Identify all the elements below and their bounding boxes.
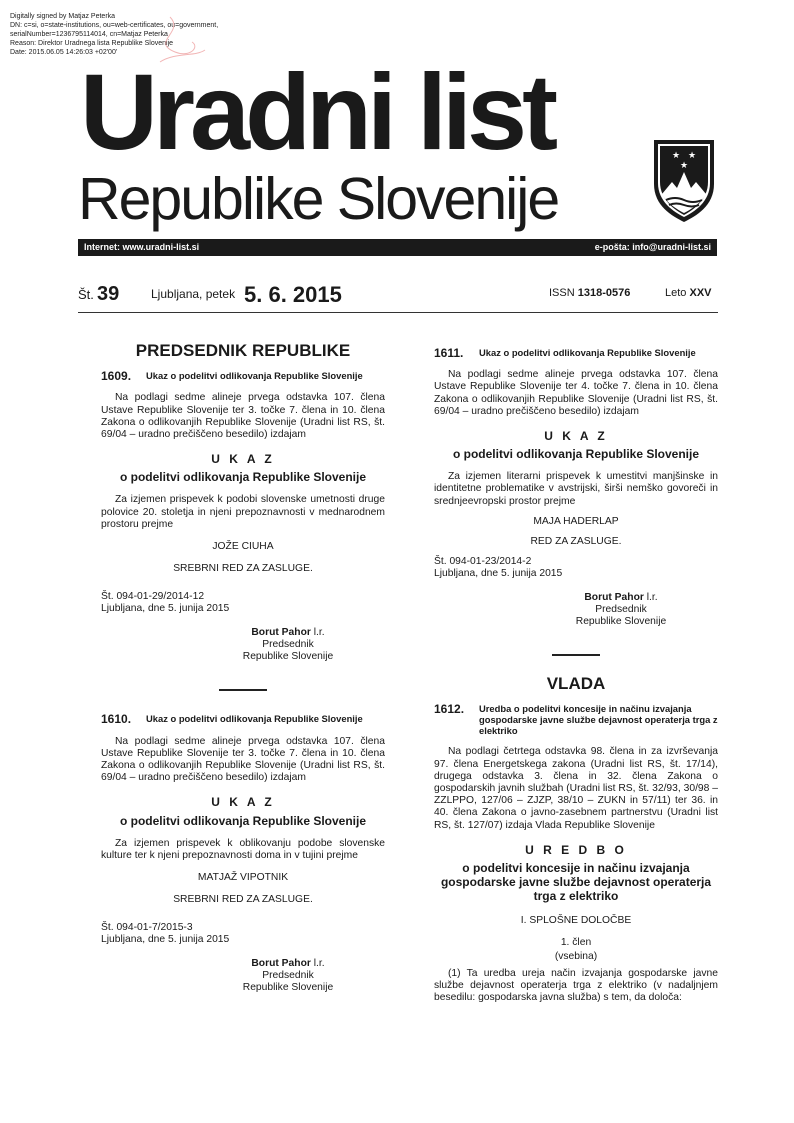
award-name: RED ZA ZASLUGE. bbox=[530, 536, 622, 548]
act-title: Ukaz o podelitvi odlikovanja Republike Slovenije bbox=[146, 713, 363, 725]
masthead-bar bbox=[78, 239, 717, 256]
act-preamble: Na podlagi sedme alineje prvega odstavka 107. člena Ustave Republike Slovenije ter 3. točke 7. člena in 10. člena Zakona o odlikovanjih Republike Slovenije (Uradni list RS, št. 69/04 – uradno prečiščeno besedilo) izdajam bbox=[101, 735, 385, 784]
issue-city-day: Ljubljana, petek bbox=[151, 287, 236, 301]
issn-value: 1318-0576 bbox=[577, 287, 631, 299]
signer-name: Borut Pahor bbox=[251, 627, 311, 639]
signer-lr: l.r. bbox=[313, 627, 325, 639]
volume bbox=[665, 287, 712, 299]
signer-title: Predsednik bbox=[262, 639, 314, 651]
act-number: 1611. bbox=[434, 346, 464, 360]
reference-number: Št. 094-01-23/2014-2 bbox=[434, 556, 532, 568]
award-reason: Za izjemen prispevek k oblikovanju podobe slovenske kulture ter k njeni prepoznavnosti doma in v tujini prejme bbox=[101, 837, 385, 861]
issue-line bbox=[78, 283, 718, 309]
act-number: 1609. bbox=[101, 369, 132, 384]
signer-name: Borut Pahor bbox=[251, 958, 311, 970]
article-text: (1) Ta uredba ureja način izvajanja gospodarske javne službe dejavnost operaterja trga z elektriko (v nadaljnjem besedilu: gospodarska javna služba) s tem, da določa: bbox=[434, 967, 718, 1004]
act-title: Ukaz o podelitvi odlikovanja Republike Slovenije bbox=[479, 347, 696, 358]
place-date: Ljubljana, dne 5. junija 2015 bbox=[434, 568, 563, 580]
signature-line: Digitally signed by Matjaz Peterka bbox=[10, 13, 116, 20]
svg-text:★: ★ bbox=[688, 151, 697, 161]
reference-block bbox=[101, 922, 385, 946]
separator bbox=[219, 689, 267, 691]
left-column bbox=[101, 341, 385, 1002]
reference-number: Št. 094-01-7/2015-3 bbox=[101, 922, 193, 934]
issue-number: 39 bbox=[97, 283, 120, 305]
regulation-label: U R E D B O bbox=[525, 842, 627, 857]
section-heading: VLADA bbox=[546, 674, 606, 694]
signer-org: Republike Slovenije bbox=[242, 982, 334, 994]
act-number: 1612. bbox=[434, 702, 465, 717]
svg-text:★: ★ bbox=[672, 151, 681, 161]
decree-label: U K A Z bbox=[211, 452, 275, 467]
right-column bbox=[434, 347, 718, 1004]
signer-block bbox=[228, 958, 348, 994]
signer-org: Republike Slovenije bbox=[575, 616, 667, 628]
recipient: MATJAŽ VIPOTNIK bbox=[197, 872, 289, 884]
svg-text:★: ★ bbox=[680, 161, 689, 171]
award-reason: Za izjemen prispevek k podobi slovenske umetnosti druge polovice 20. stoletja in njeni prepoznavnosti v mednarodnem prostoru prejme bbox=[101, 494, 385, 530]
act-preamble: Na podlagi četrtega odstavka 98. člena in za izvrševanja 97. člena Energetskega zakona (Uradni list RS, št. 17/14), drugega odstavka 3. člena in 32. člena Zakona o gospodarskih javnih službah (Uradni list RS, št. 32/93, 30/98 – ZZLPPO, 127/06 – ZJZP, 38/10 – ZUKN in 57/11) ter 36. in 40. člena Zakona o javno-zasebnem partnerstvu (Uradni list RS, št. 127/07) izdaja Vlada Republike Slovenije bbox=[434, 746, 718, 831]
coat-of-arms-icon bbox=[650, 136, 718, 224]
signer-lr: l.r. bbox=[646, 592, 658, 604]
decree-heading: o podelitvi odlikovanja Republike Slovenije bbox=[119, 470, 367, 485]
header-divider bbox=[78, 312, 718, 313]
chapter-heading: I. SPLOŠNE DOLOČBE bbox=[520, 915, 632, 927]
award-reason: Za izjemen literarni prispevek k umestitvi manjšinske in identitetne problematike v avstrijski, širši nemško govoreči in srednjeevropski prostor prejme bbox=[434, 471, 718, 507]
separator bbox=[552, 654, 600, 656]
signer-block bbox=[561, 592, 681, 628]
act-preamble: Na podlagi sedme alineje prvega odstavka 107. člena Ustave Republike Slovenije ter 3. točke 7. člena in 10. člena Zakona o odlikovanjih Republike Slovenije (Uradni list RS, št. 69/04 – uradno prečiščeno besedilo) izdajam bbox=[101, 392, 385, 441]
issn-label: ISSN bbox=[549, 287, 575, 299]
signer-org: Republike Slovenije bbox=[242, 651, 334, 663]
masthead-title: Uradni list bbox=[80, 51, 554, 172]
section-heading: PREDSEDNIK REPUBLIKE bbox=[135, 341, 351, 360]
signature-line: DN: c=si, o=state-institutions, ou=web-certificates, ou=government, bbox=[10, 22, 219, 29]
act-title: Ukaz o podelitvi odlikovanja Republike Slovenije bbox=[146, 370, 363, 382]
signer-title: Predsednik bbox=[262, 970, 314, 982]
decree-label: U K A Z bbox=[211, 795, 275, 810]
article-number: 1. člen bbox=[560, 937, 592, 949]
act-title: Uredba o podelitvi koncesije in načinu izvajanja gospodarske javne službe dejavnost operaterja trga z elektriko bbox=[479, 703, 718, 737]
act-header bbox=[101, 370, 385, 382]
article-title: (vsebina) bbox=[554, 951, 598, 963]
issue-number-label: Št. bbox=[78, 287, 94, 302]
act-preamble: Na podlagi sedme alineje prvega odstavka 107. člena Ustave Republike Slovenije ter 4. točke 7. člena in 10. člena Zakona o odlikovanjih Republike Slovenije (Uradni list RS, št. 69/04 – uradno prečiščeno besedilo) izdajam bbox=[434, 369, 718, 417]
signer-name: Borut Pahor bbox=[584, 592, 644, 604]
masthead-subtitle: Republike Slovenije bbox=[78, 166, 559, 232]
recipient: JOŽE CIUHA bbox=[212, 541, 274, 553]
email-link[interactable]: e-pošta: info@uradni-list.si bbox=[594, 242, 711, 252]
act-header bbox=[434, 703, 718, 736]
signature-line: serialNumber=1236795114014, cn=Matjaz Peterka bbox=[10, 31, 168, 38]
place-date: Ljubljana, dne 5. junija 2015 bbox=[101, 603, 230, 615]
decree-label: U K A Z bbox=[544, 429, 608, 444]
signature-line: Date: 2015.06.05 14:26:03 +02'00' bbox=[10, 49, 118, 56]
reference-block bbox=[101, 591, 385, 615]
act-number: 1610. bbox=[101, 712, 132, 727]
award-name: SREBRNI RED ZA ZASLUGE. bbox=[173, 563, 313, 575]
place-date: Ljubljana, dne 5. junija 2015 bbox=[101, 934, 230, 946]
issue-date: 5. 6. 2015 bbox=[244, 282, 342, 307]
decree-heading: o podelitvi odlikovanja Republike Slovenije bbox=[452, 447, 700, 462]
issn bbox=[549, 287, 630, 299]
act-header bbox=[434, 347, 718, 359]
act-header bbox=[101, 713, 385, 725]
reference-block bbox=[434, 556, 718, 580]
award-name: SREBRNI RED ZA ZASLUGE. bbox=[173, 894, 313, 906]
volume-value: XXV bbox=[689, 287, 712, 299]
signature-line: Reason: Direktor Uradnega lista Republike Slovenije bbox=[10, 40, 174, 47]
regulation-heading: o podelitvi koncesije in načinu izvajanja gospodarske javne službe dejavnost operaterja trga z elektriko bbox=[440, 861, 712, 904]
signer-lr: l.r. bbox=[313, 958, 325, 970]
signer-title: Predsednik bbox=[595, 604, 647, 616]
reference-number: Št. 094-01-29/2014-12 bbox=[101, 591, 205, 603]
recipient: MAJA HADERLAP bbox=[533, 515, 619, 527]
decree-heading: o podelitvi odlikovanja Republike Slovenije bbox=[119, 813, 367, 828]
volume-label: Leto bbox=[665, 287, 687, 299]
website-link[interactable]: Internet: www.uradni-list.si bbox=[84, 242, 200, 252]
signer-block bbox=[228, 627, 348, 663]
